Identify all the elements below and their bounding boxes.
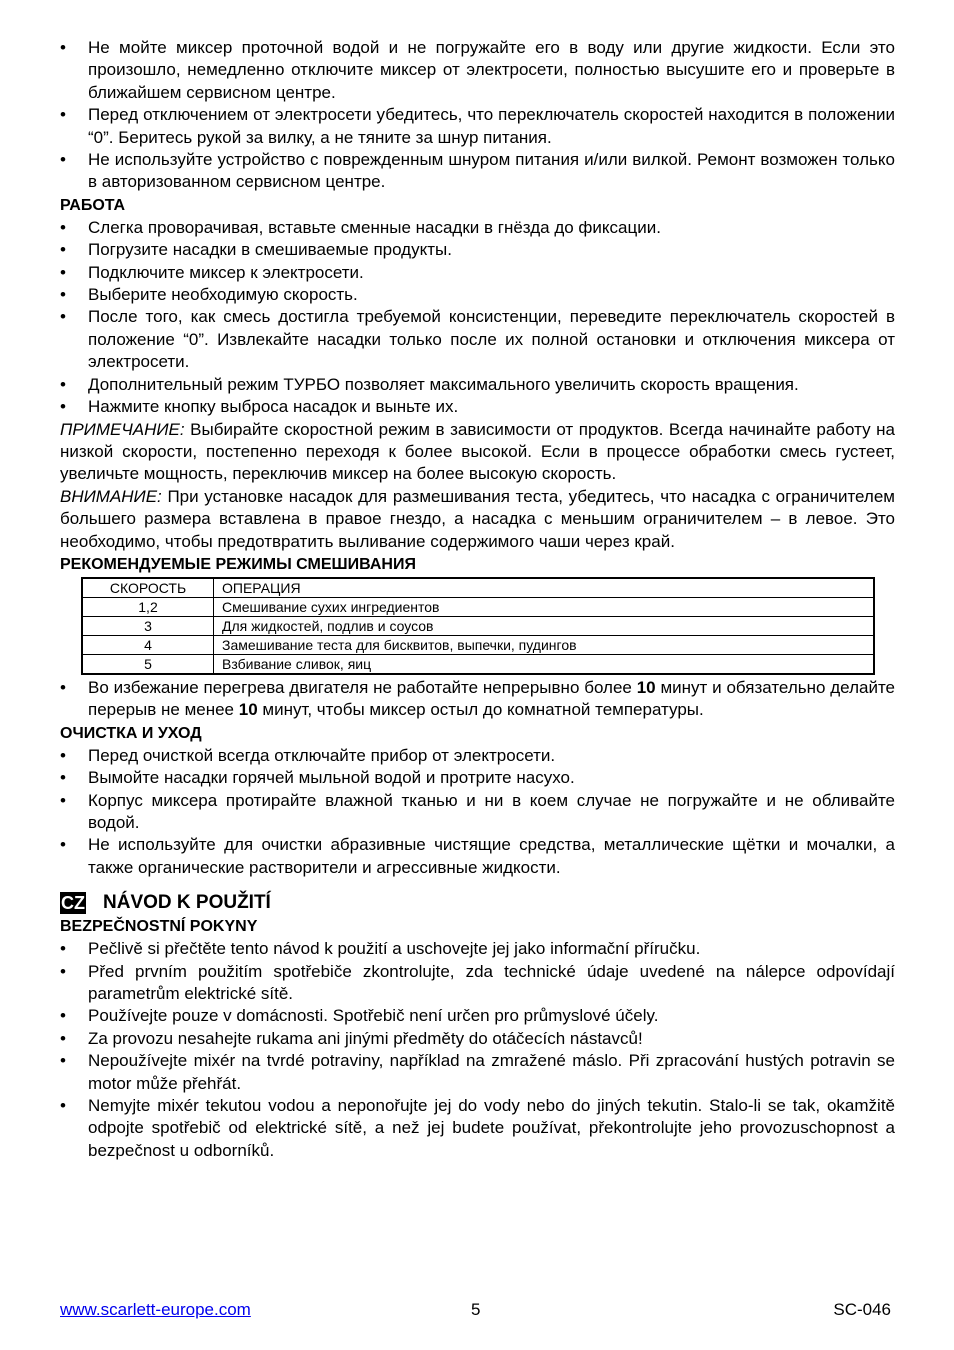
operation-heading: РАБОТА <box>60 196 126 214</box>
list-item: • Выберите необходимую скорость. <box>60 284 895 306</box>
modes-heading: РЕКОМЕНДУЕМЫЕ РЕЖИМЫ СМЕШИВАНИЯ <box>60 555 416 573</box>
table-row <box>82 597 874 616</box>
cz-safety-heading: BEZPEČNOSTNÍ POKYNY <box>60 918 258 936</box>
list-item: • Слегка проворачивая, вставьте сменные насадки в гнёзда до фиксации. <box>60 217 895 239</box>
language-badge: CZ <box>61 893 85 914</box>
operation-column-header: ОПЕРАЦИЯ <box>214 578 875 598</box>
warning-text: При установке насадок для размешивания теста, убедитесь, что насадка с ограничителем большего размера вставлена в правое гнездо, а насадка с меньшим ограничителем – в левое. Это необходимо, чтобы предотвратить выливание содержимого чаши через край. <box>60 486 895 551</box>
note-text: Выбирайте скоростной режим в зависимости от продуктов. Всегда начинайте работу на низкой скорости, постепенно переходя к более высокой. Если в процессе обработки смесь густеет, увеличьте мощность, переключив миксер на более высокую скорость. <box>60 419 895 484</box>
page-footer <box>60 1300 891 1320</box>
note-label: ПРИМЕЧАНИЕ: <box>60 419 185 439</box>
list-item: • Вымойте насадки горячей мыльной водой и протрите насухо. <box>60 767 895 789</box>
speed-cell: 3 <box>82 616 214 635</box>
operation-cell: Для жидкостей, подлив и соусов <box>214 616 875 635</box>
list-item: • Nemyjte mixér tekutou vodou a neponořujte jej do vody nebo do jiných tekutin. Stalo-li se tak, okamžitě odpojte spotřebič od elektrické sítě, a než jej budete používat, překontrolujte jeho provozuschopnost a bezpečnost u odborníků. <box>60 1095 895 1162</box>
minutes-value: 10 <box>636 677 656 697</box>
list-item: • Нажмите кнопку выброса насадок и выньте их. <box>60 396 895 418</box>
note-paragraph <box>60 419 895 486</box>
speed-cell: 4 <box>82 635 214 654</box>
minutes-value: 10 <box>238 700 258 720</box>
list-item: • Za provozu nesahejte rukama ani jinými předměty do otáčecích nástavců! <box>60 1028 895 1050</box>
website-link[interactable]: www.scarlett-europe.com <box>60 1300 251 1319</box>
table-header-row <box>82 578 874 598</box>
cz-safety-list <box>60 938 895 1162</box>
cz-title-text: NÁVOD K POUŽITÍ <box>103 892 271 914</box>
cleaning-list <box>60 745 895 879</box>
table-row <box>82 635 874 654</box>
operation-cell: Смешивание сухих ингредиентов <box>214 597 875 616</box>
page-content <box>60 37 895 1162</box>
speed-cell: 5 <box>82 654 214 674</box>
list-item: • Не мойте миксер проточной водой и не погружайте его в воду или другие жидкости. Если это произошло, немедленно отключите миксер от электросети, полностью высушите его и проверьте в ближайшем сервисном центре. <box>60 37 895 104</box>
overheat-text: Во избежание перегрева двигателя не работайте непрерывно более <box>88 677 637 697</box>
list-item: • После того, как смесь достигла требуемой консистенции, переведите переключатель скоростей в положение “0”. Извлекайте насадки только после их полной остановки и отключения миксера от электросети. <box>60 306 895 373</box>
cleaning-heading: ОЧИСТКА И УХОД <box>60 724 202 742</box>
list-item: • Погрузите насадки в смешиваемые продукты. <box>60 239 895 261</box>
page-number: 5 <box>471 1300 481 1319</box>
overheat-list <box>60 677 895 722</box>
list-item: • Nepoužívejte mixér na tvrdé potraviny, například na zmražené máslo. Při zpracování hustých potravin se motor může přehřát. <box>60 1050 895 1095</box>
list-item: • Дополнительный режим ТУРБО позволяет максимального увеличить скорость вращения. <box>60 374 895 396</box>
model-number: SC-046 <box>833 1300 891 1319</box>
overheat-text: минут и обязательно делайте перерыв не менее <box>88 677 895 720</box>
speed-column-header: СКОРОСТЬ <box>82 578 214 598</box>
list-item: • Používejte pouze v domácnosti. Spotřebič není určen pro průmyslové účely. <box>60 1005 895 1027</box>
speed-cell: 1,2 <box>82 597 214 616</box>
table-row <box>82 616 874 635</box>
list-item: • Не используйте для очистки абразивные чистящие средства, металлические щётки и мочалки, а также органические растворители и агрессивные жидкости. <box>60 834 895 879</box>
list-item: • Подключите миксер к электросети. <box>60 262 895 284</box>
list-item: • Před prvním použitím spotřebiče zkontrolujte, zda technické údaje uvedené na nálepce odpovídají parametrům elektrické sítě. <box>60 961 895 1006</box>
cz-section-title <box>60 891 895 915</box>
warning-paragraph <box>60 486 895 553</box>
list-item: • Перед отключением от электросети убедитесь, что переключатель скоростей находится в положении “0”. Беритесь рукой за вилку, а не тяните за шнур питания. <box>60 104 895 149</box>
modes-table <box>81 577 875 675</box>
table-row <box>82 654 874 674</box>
operation-cell: Взбивание сливок, яиц <box>214 654 875 674</box>
list-item: • Pečlivě si přečtěte tento návod k použití a uschovejte jej jako informační příručku. <box>60 938 895 960</box>
operation-cell: Замешивание теста для бисквитов, выпечки, пудингов <box>214 635 875 654</box>
list-item: • Не используйте устройство с поврежденным шнуром питания и/или вилкой. Ремонт возможен только в авторизованном сервисном центре. <box>60 149 895 194</box>
list-item <box>60 677 895 722</box>
safety-list-continued <box>60 37 895 194</box>
warning-label: ВНИМАНИЕ: <box>60 486 162 506</box>
list-item: • Корпус миксера протирайте влажной тканью и ни в коем случае не погружайте и не обливайте водой. <box>60 790 895 835</box>
operation-list <box>60 217 895 419</box>
list-item: • Перед очисткой всегда отключайте прибор от электросети. <box>60 745 895 767</box>
overheat-text: минут, чтобы миксер остыл до комнатной температуры. <box>257 700 704 720</box>
